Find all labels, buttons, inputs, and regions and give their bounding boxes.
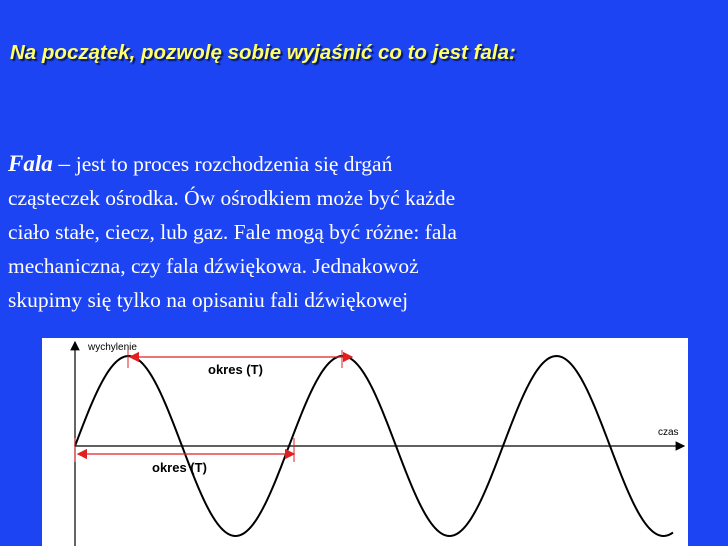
definition-term: Fala xyxy=(8,151,53,176)
period-label-top: okres (T) xyxy=(208,362,263,377)
definition-line-5: skupimy się tylko na opisaniu fali dźwiękowej xyxy=(8,288,409,312)
definition-text-1: jest to proces rozchodzenia się drgań xyxy=(75,152,393,176)
definition-line-2: cząsteczek ośrodka. Ów ośrodkiem może być każde xyxy=(8,186,456,210)
period-label-bottom: okres (T) xyxy=(152,460,207,475)
y-axis-label: wychylenie xyxy=(88,342,137,353)
definition-dash: – xyxy=(52,151,76,176)
wave-diagram xyxy=(42,338,688,546)
definition-line-3: ciało stałe, ciecz, lub gaz. Fale mogą być różne: fala xyxy=(8,220,457,244)
wave-diagram-svg xyxy=(42,338,688,546)
definition-line-1 xyxy=(8,147,608,181)
slide-title: Na początek, pozwolę sobie wyjaśnić co to jest fala: xyxy=(10,41,516,64)
x-axis-label: czas xyxy=(658,427,679,438)
definition-line-4: mechaniczna, czy fala dźwiękowa. Jednakowoż xyxy=(8,254,419,278)
definition-paragraph xyxy=(8,147,608,317)
